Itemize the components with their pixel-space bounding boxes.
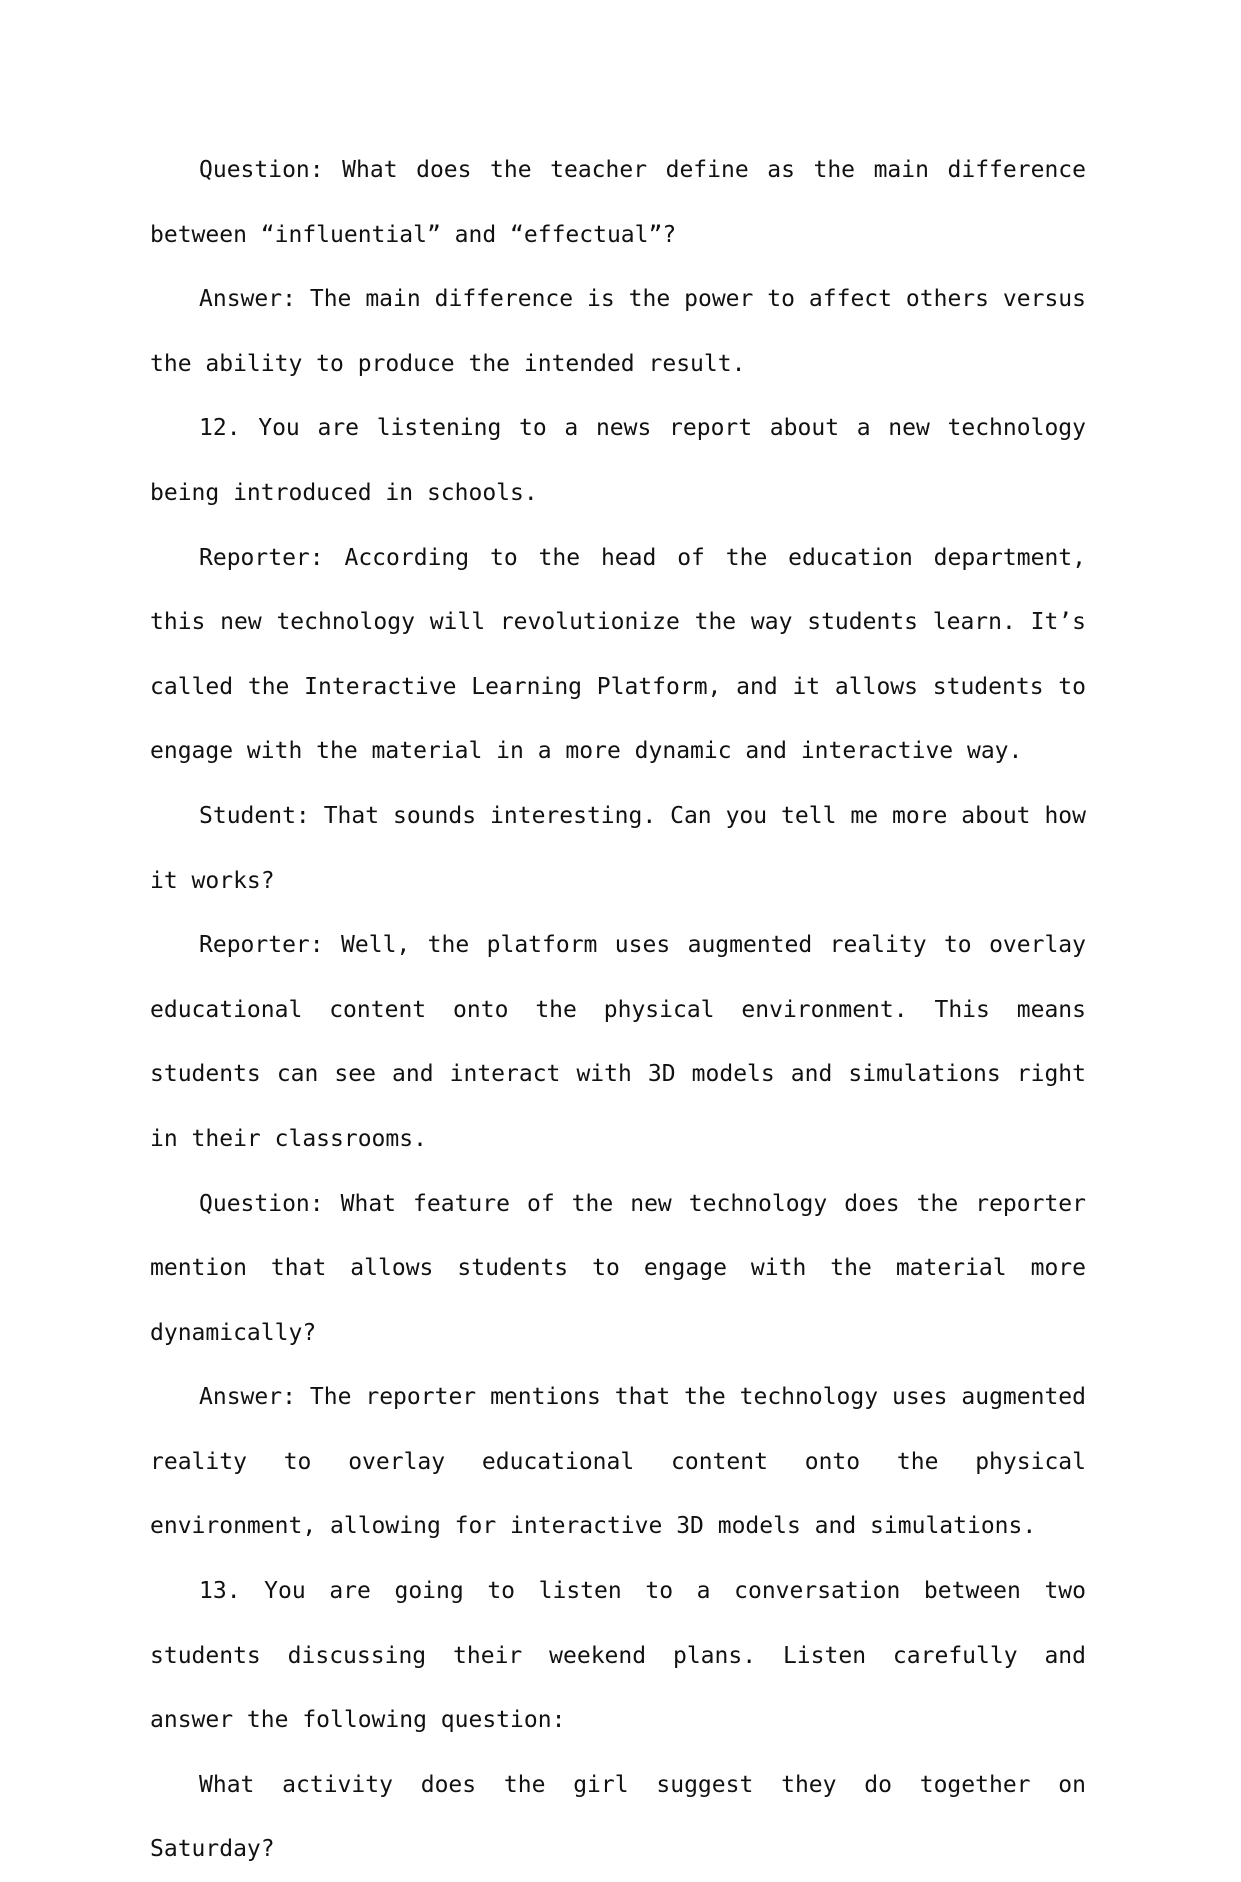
question-paragraph: Question: What does the teacher define as the main difference between “influential” and “effectual”? [150,157,1086,248]
question-paragraph: What activity does the girl suggest they do together on Saturday? [150,1771,1086,1863]
answer-paragraph: Answer: The main difference is the power to affect others versus the ability to produce the intended result. [150,286,1086,377]
question-paragraph: Question: What feature of the new technology does the reporter mention that allows students to engage with the material more dynamically? [150,1190,1086,1346]
document-body [150,138,1086,1882]
item-12-prompt: 12. You are listening to a news report about a new technology being introduced in schools. [150,415,1086,506]
item-13-prompt: 13. You are going to listen to a conversation between two students discussing their weekend plans. Listen carefully and answer the following question: [150,1578,1086,1734]
reporter-paragraph: Reporter: Well, the platform uses augmented reality to overlay educational content onto the physical environment. This means students can see and interact with 3D models and simulations right in their classrooms. [150,932,1086,1152]
reporter-paragraph: Reporter: According to the head of the education department, this new technology will revolutionize the way students learn. It’s called the Interactive Learning Platform, and it allows students to engage with the material in a more dynamic and interactive way. [150,544,1086,765]
answer-paragraph: Answer: The reporter mentions that the technology uses augmented reality to overlay educational content onto the physical environment, allowing for interactive 3D models and simulations. [150,1384,1086,1540]
student-paragraph: Student: That sounds interesting. Can you tell me more about how it works? [150,802,1086,894]
